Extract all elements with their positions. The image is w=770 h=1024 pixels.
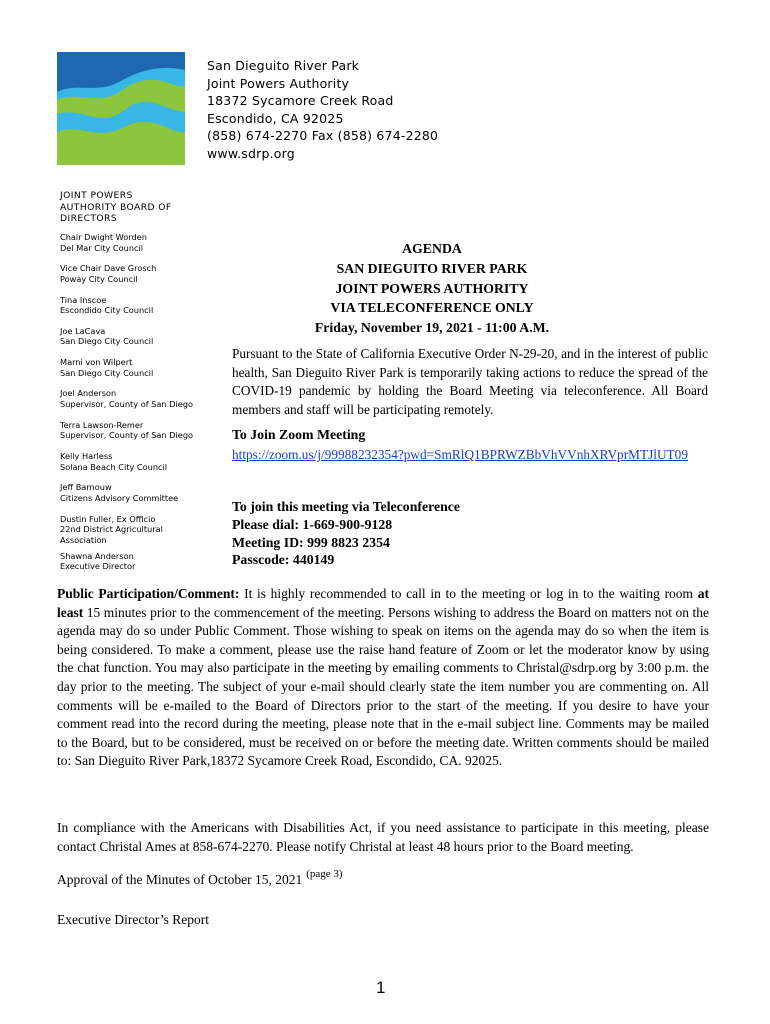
member-role: Escondido City Council [60,305,154,316]
public-comment-text: 15 minutes prior to the commencement of the meeting. Persons wishing to address the Board on matters not on the agenda may do so under Public Comment. Those wishing to speak on items on the agenda may do so when the item is being considered. To make a comment, please use the raise hand feature of Zoom or let the moderator know by using the chat function. You may also participate in the meeting by emailing comments to Christal@sdrp.org by 3:00 p.m. the day prior to the meeting. The subject of your e-mail should clearly state the item number you are commenting on. All comments will be e-mailed to the Board of Directors prior to the start of the meeting. If you desire to have your comment read into the record during the meeting, please note that in the e-mail subject line. Comments may be mailed to the Board, but to be considered, must be received on or before the meeting date. Written comments should be mailed to: San Dieguito River Park,18372 Sycamore Creek Road, Escondido, CA. 92025. [57,604,709,769]
public-comment-text: It is highly recommended to call in to the meeting or log in to the waiting room [239,586,698,601]
org-line: Joint Powers Authority [207,75,350,91]
agenda-title-line: Friday, November 19, 2021 - 11:00 A.M. [314,320,550,336]
member-name: Kelly Harless [60,451,113,462]
board-member [60,420,210,451]
page-number: 1 [376,978,386,997]
organization-address-block [207,57,438,162]
member-role: Poway City Council [60,273,138,284]
member-name: Marni von Wilpert [60,357,133,368]
member-name: Jeff Barnouw [60,482,112,493]
tele-line: Please dial: 1-669-900-9128 [232,516,393,532]
public-comment-emphasis: at least [57,586,709,620]
board-member [60,357,210,388]
board-member [60,263,210,294]
tele-line: To join this meeting via Teleconference [232,499,461,514]
member-role: Executive Director [60,561,136,572]
member-name: Chair Dwight Worden [60,232,147,242]
org-line: Escondido, CA 92025 [207,110,344,126]
board-member [60,482,210,513]
zoom-heading: To Join Zoom Meeting [232,427,366,442]
org-line: 18372 Sycamore Creek Road [207,93,394,108]
agenda-title-line: VIA TELECONFERENCE ONLY [330,300,534,316]
member-name: Joe LaCava [60,325,106,336]
public-comment-paragraph [57,585,709,771]
org-line: San Dieguito River Park [207,58,360,73]
member-role: San Diego City Council [60,336,154,347]
board-member [60,232,210,263]
member-role: Del Mar City Council [60,242,144,253]
board-member [60,451,210,482]
river-landscape-logo-icon [57,52,185,165]
zoom-meeting-link[interactable]: https://zoom.us/j/99988232354?pwd=SmRlQ1BPRWZBbVhVVnhXRVprMTJlUT09 [232,447,688,462]
member-name: Joel Anderson [60,388,117,399]
board-member [60,295,210,326]
member-name: Dustin Fuller, Ex Officio [60,513,156,524]
board-member [60,514,210,551]
board-heading: JOINT POWERS AUTHORITY BOARD OF DIRECTORS [60,190,172,224]
member-name: Terra Lawson-Remer [60,419,144,430]
member-role: Solana Beach City Council [60,461,168,472]
approval-page-ref: (page 3) [306,868,343,880]
org-line: www.sdrp.org [207,145,295,161]
agenda-title-line: AGENDA [402,241,462,256]
agenda-title-line: JOINT POWERS AUTHORITY [335,280,529,296]
agenda-item-approval [57,868,343,888]
agenda-title-line: SAN DIEGUITO RIVER PARK [336,260,528,276]
member-role: San Diego City Council [60,367,154,378]
board-member [60,326,210,357]
tele-line: Meeting ID: 999 8823 2354 [232,534,390,550]
org-line: (858) 674-2270 Fax (858) 674-2280 [207,128,439,143]
approval-text: Approval of the Minutes of October 15, 2021 [57,872,303,887]
board-member [60,388,210,419]
member-name: Shawna Anderson [60,550,134,561]
member-role: Citizens Advisory Committee [60,492,179,503]
public-comment-label: Public Participation/Comment: [57,586,240,601]
tele-line: Passcode: 440149 [232,552,335,568]
ada-compliance-paragraph: In compliance with the Americans with Disabilities Act, if you need assistance to participate in this meeting, please contact Christal Ames at 858-674-2270. Please notify Christal at least 48 hours prior to the Board meeting. [57,820,709,854]
agenda-title [232,239,632,338]
member-role: Supervisor, County of San Diego [60,430,194,441]
board-member [60,551,210,582]
teleconference-intro: Pursuant to the State of California Executive Order N-29-20, and in the interest of public health, San Dieguito River Park is temporarily taking actions to reduce the spread of the COVID-19 pandemic by holding the Board Meeting via teleconference. All Board members and staff will be participating remotely. [232,346,708,417]
member-name: Tina Inscoe [60,294,107,305]
member-role: 22nd District Agricultural Association [60,524,163,545]
member-name: Vice Chair Dave Grosch [60,263,157,274]
teleconference-details [232,498,460,569]
board-member-list [60,232,210,582]
member-role: Supervisor, County of San Diego [60,399,194,410]
agenda-item-executive-report: Executive Director’s Report [57,912,209,927]
